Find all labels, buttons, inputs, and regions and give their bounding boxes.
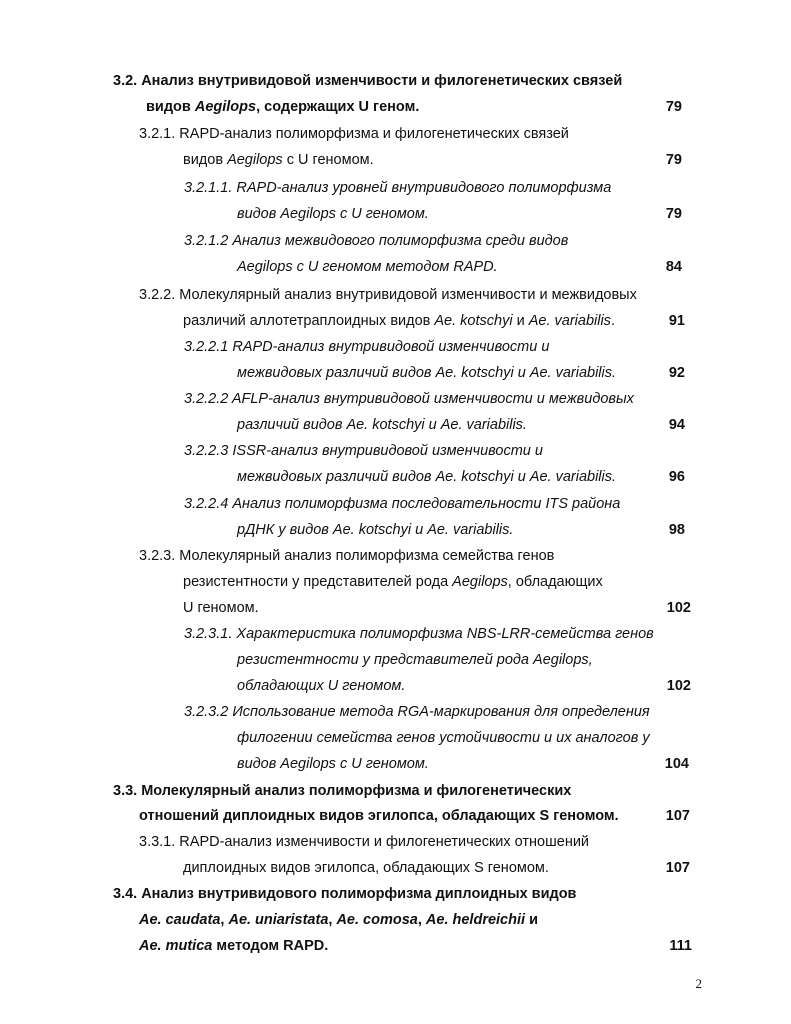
toc-3-2-3-2-line3: видов Aegilops с U геномом. xyxy=(237,756,429,772)
toc-3-2-1-1-page: 79 xyxy=(665,206,682,222)
toc-3-2-2-2-line1: 3.2.2.2 AFLP-анализ внутривидовой изменчивости и межвидовых xyxy=(184,391,634,407)
toc-3-2-line2: видов Aegilops, содержащих U геном. xyxy=(146,99,420,115)
toc-3-2-2-4-line2: рДНК у видов Ae. kotschyi и Ae. variabilis. xyxy=(237,522,514,538)
toc-3-4-line1: 3.4. Анализ внутривидового полиморфизма диплоидных видов xyxy=(113,886,577,902)
toc-3-2-3-1-line2: резистентности у представителей рода Aegilops, xyxy=(237,652,593,668)
toc-3-2-1-2-page: 84 xyxy=(665,259,682,275)
toc-3-2-1-2-line2: Aegilops с U геномом методом RAPD. xyxy=(237,259,498,275)
toc-3-4-line3: Ae. mutica методом RAPD. xyxy=(139,938,329,954)
toc-3-2-2-1-page: 92 xyxy=(668,365,685,381)
toc-3-2-line1: 3.2. Анализ внутривидовой изменчивости и филогенетических связей xyxy=(113,73,623,89)
toc-3-2-3-line2: резистентности у представителей рода Aegilops, обладающих xyxy=(183,574,603,590)
toc-3-2-1-2-line1: 3.2.1.2 Анализ межвидового полиморфизма среди видов xyxy=(184,233,569,249)
toc-3-2-3-page: 102 xyxy=(666,600,691,616)
toc-3-3-line1: 3.3. Молекулярный анализ полиморфизма и филогенетических xyxy=(113,783,572,799)
toc-3-2-3-1-page: 102 xyxy=(666,678,691,694)
toc-3-2-2-3-page: 96 xyxy=(668,469,685,485)
toc-3-4-page: 111 xyxy=(669,938,692,954)
toc-3-2-page: 79 xyxy=(665,99,682,115)
toc-3-2-3-2-line2: филогении семейства генов устойчивости и их аналогов у xyxy=(237,730,650,746)
toc-3-2-1-page: 79 xyxy=(665,152,682,168)
toc-3-2-2-line1: 3.2.2. Молекулярный анализ внутривидовой изменчивости и межвидовых xyxy=(139,287,637,303)
toc-3-2-3-2-page: 104 xyxy=(664,756,689,772)
toc-3-2-3-line3: U геномом. xyxy=(183,600,259,616)
toc-3-2-2-4-line1: 3.2.2.4 Анализ полиморфизма последовательности ITS района xyxy=(184,496,621,512)
toc-3-3-1-line2: диплоидных видов эгилопса, обладающих S геномом. xyxy=(183,860,549,876)
toc-3-2-2-line2: различий аллотетраплоидных видов Ae. kotschyi и Ae. variabilis. xyxy=(183,313,615,329)
toc-3-2-3-1-line1: 3.2.3.1. Характеристика полиморфизма NBS-LRR-семейства генов xyxy=(184,626,654,642)
toc-3-3-1-line1: 3.3.1. RAPD-анализ изменчивости и филогенетических отношений xyxy=(139,834,590,850)
toc-3-3-line2: отношений диплоидных видов эгилопса, обладающих S геномом. xyxy=(139,808,619,824)
toc-3-2-2-2-line2: различий видов Ae. kotschyi и Ae. variabilis. xyxy=(237,417,527,433)
toc-3-2-1-1-line2: видов Aegilops с U геномом. xyxy=(237,206,429,222)
toc-3-2-2-2-page: 94 xyxy=(668,417,685,433)
toc-3-2-2-3-line2: межвидовых различий видов Ae. kotschyi и Ae. variabilis. xyxy=(237,469,617,485)
toc-3-2-1-line1: 3.2.1. RAPD-анализ полиморфизма и филогенетических связей xyxy=(139,126,569,142)
toc-3-2-2-4-page: 98 xyxy=(668,522,685,538)
toc-3-2-1-line2: видов Aegilops с U геномом. xyxy=(183,152,374,168)
toc-3-3-1-page: 107 xyxy=(665,860,690,876)
toc-3-2-3-2-line1: 3.2.3.2 Использование метода RGA-маркирования для определения xyxy=(184,704,650,720)
toc-3-2-2-1-line2: межвидовых различий видов Ae. kotschyi и Ae. variabilis. xyxy=(237,365,617,381)
toc-3-2-3-line1: 3.2.3. Молекулярный анализ полиморфизма семейства генов xyxy=(139,548,555,564)
toc-3-2-1-1-line1: 3.2.1.1. RAPD-анализ уровней внутривидового полиморфизма xyxy=(184,180,612,196)
toc-3-3-page: 107 xyxy=(665,808,690,824)
toc-3-4-line2: Ae. caudata, Ae. uniaristata, Ae. comosa, Ae. heldreichii и xyxy=(139,912,538,928)
toc-3-2-2-1-line1: 3.2.2.1 RAPD-анализ внутривидовой изменчивости и xyxy=(184,339,550,355)
toc-3-2-2-page: 91 xyxy=(668,313,685,329)
page-number: 2 xyxy=(695,976,702,991)
toc-3-2-3-1-line3: обладающих U геномом. xyxy=(237,678,406,694)
toc-3-2-2-3-line1: 3.2.2.3 ISSR-анализ внутривидовой изменчивости и xyxy=(184,443,543,459)
